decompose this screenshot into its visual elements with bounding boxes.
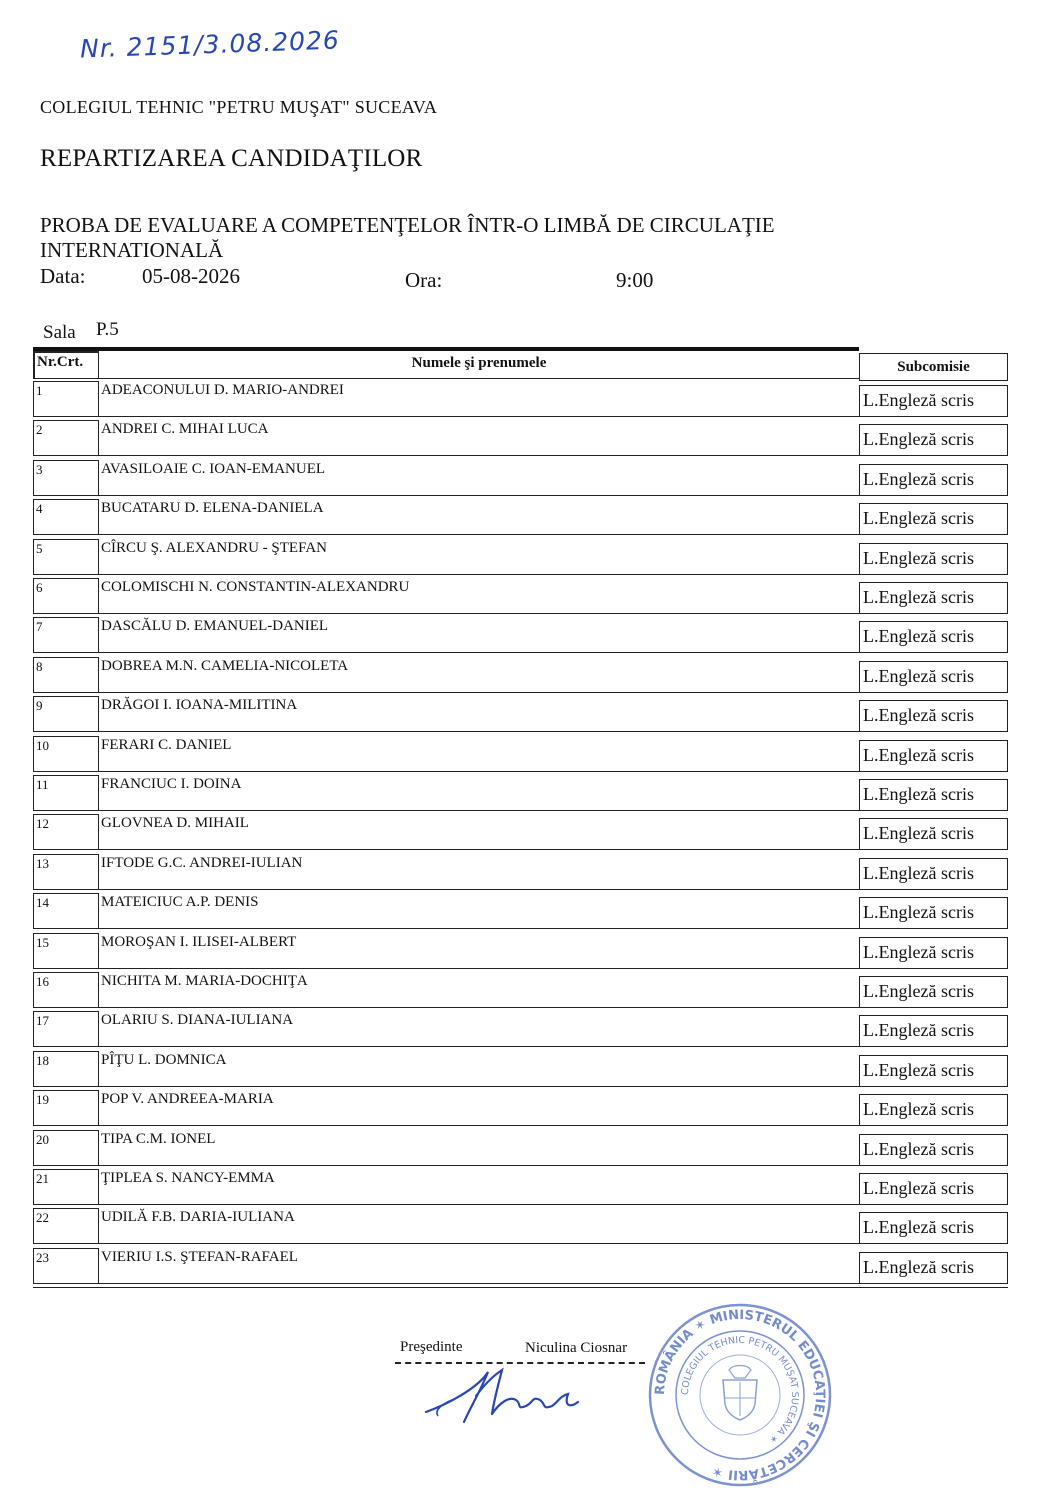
- row-number: 6: [33, 578, 99, 614]
- candidate-name: ADEACONULUI D. MARIO-ANDREI: [99, 381, 859, 417]
- candidate-name: ŢIPLEA S. NANCY-EMMA: [99, 1169, 859, 1205]
- header-subcommission: Subcomisie: [859, 353, 1008, 381]
- official-stamp: [645, 1300, 835, 1490]
- date-value: 05-08-2026: [142, 264, 240, 288]
- candidate-name: IFTODE G.C. ANDREI-IULIAN: [99, 854, 859, 890]
- row-number: 3: [33, 460, 99, 496]
- candidate-name: VIERIU I.S. ŞTEFAN-RAFAEL: [99, 1248, 859, 1284]
- row-number: 12: [33, 814, 99, 850]
- candidate-name: POP V. ANDREEA-MARIA: [99, 1090, 859, 1126]
- candidate-name: DRĂGOI I. IOANA-MILITINA: [99, 696, 859, 732]
- candidate-name: DASCĂLU D. EMANUEL-DANIEL: [99, 617, 859, 653]
- subcommission: L.Engleză scris: [859, 385, 1008, 417]
- president-name: Niculina Ciosnar: [525, 1340, 628, 1356]
- school-name: COLEGIUL TEHNIC "PETRU MUŞAT" SUCEAVA: [40, 97, 438, 117]
- row-number: 17: [33, 1011, 99, 1047]
- room-label: Sala: [43, 322, 76, 343]
- stamp-inner-text: COLEGIUL TEHNIC PETRU MUŞAT SUCEAVA ✶: [679, 1334, 801, 1446]
- subcommission: L.Engleză scris: [859, 937, 1008, 969]
- row-number: 18: [33, 1051, 99, 1087]
- candidate-name: GLOVNEA D. MIHAIL: [99, 814, 859, 850]
- subcommission: L.Engleză scris: [859, 1212, 1008, 1244]
- subcommission: L.Engleză scris: [859, 1134, 1008, 1166]
- candidate-name: CÎRCU Ş. ALEXANDRU - ŞTEFAN: [99, 539, 859, 575]
- subcommission: L.Engleză scris: [859, 818, 1008, 850]
- header-nr: Nr.Crt.: [33, 351, 99, 379]
- row-number: 20: [33, 1130, 99, 1166]
- row-number: 1: [33, 381, 99, 417]
- subcommission: L.Engleză scris: [859, 621, 1008, 653]
- subcommission: L.Engleză scris: [859, 1094, 1008, 1126]
- row-number: 13: [33, 854, 99, 890]
- time-value: 9:00: [616, 268, 654, 292]
- candidate-name: UDILĂ F.B. DARIA-IULIANA: [99, 1208, 859, 1244]
- subcommission: L.Engleză scris: [859, 858, 1008, 890]
- subcommission: L.Engleză scris: [859, 779, 1008, 811]
- subcommission: L.Engleză scris: [859, 740, 1008, 772]
- row-number: 5: [33, 539, 99, 575]
- candidate-name: BUCATARU D. ELENA-DANIELA: [99, 499, 859, 535]
- subcommission: L.Engleză scris: [859, 464, 1008, 496]
- president-label: Preşedinte: [400, 1339, 463, 1355]
- row-number: 4: [33, 499, 99, 535]
- subcommission: L.Engleză scris: [859, 897, 1008, 929]
- candidate-name: TIPA C.M. IONEL: [99, 1130, 859, 1166]
- subcommission: L.Engleză scris: [859, 1055, 1008, 1087]
- exam-subtitle: PROBA DE EVALUARE A COMPETENŢELOR ÎNTR-O LIMBĂ DE CIRCULAŢIE INTERNATIONALĂ: [40, 213, 775, 262]
- row-number: 15: [33, 933, 99, 969]
- room-value: P.5: [96, 319, 119, 340]
- row-number: 16: [33, 972, 99, 1008]
- subcommission: L.Engleză scris: [859, 661, 1008, 693]
- candidate-name: OLARIU S. DIANA-IULIANA: [99, 1011, 859, 1047]
- row-number: 8: [33, 657, 99, 693]
- row-number: 10: [33, 736, 99, 772]
- coat-of-arms-icon: [723, 1366, 757, 1421]
- handwritten-signature: [418, 1366, 608, 1426]
- stamp-outer-text: ROMÂNIA ✶ MINISTERUL EDUCAŢIEI ŞI CERCETĂRII ✶: [652, 1307, 828, 1483]
- subcommission: L.Engleză scris: [859, 582, 1008, 614]
- candidate-name: MATEICIUC A.P. DENIS: [99, 893, 859, 929]
- row-number: 23: [33, 1248, 99, 1284]
- document-title: REPARTIZAREA CANDIDAŢILOR: [40, 145, 423, 172]
- candidate-name: NICHITA M. MARIA-DOCHIŢA: [99, 972, 859, 1008]
- candidate-name: FRANCIUC I. DOINA: [99, 775, 859, 811]
- time-label: Ora:: [405, 268, 443, 292]
- subcommission: L.Engleză scris: [859, 1252, 1008, 1284]
- row-number: 21: [33, 1169, 99, 1205]
- subcommission: L.Engleză scris: [859, 1173, 1008, 1205]
- row-number: 11: [33, 775, 99, 811]
- signature-line: [395, 1362, 645, 1364]
- date-label: Data:: [40, 264, 86, 288]
- row-number: 9: [33, 696, 99, 732]
- row-number: 19: [33, 1090, 99, 1126]
- handwritten-registration-number: Nr. 2151/3.08.2026: [79, 25, 341, 64]
- candidate-name: COLOMISCHI N. CONSTANTIN-ALEXANDRU: [99, 578, 859, 614]
- candidate-name: PÎŢU L. DOMNICA: [99, 1051, 859, 1087]
- candidate-name: AVASILOAIE C. IOAN-EMANUEL: [99, 460, 859, 496]
- candidate-name: FERARI C. DANIEL: [99, 736, 859, 772]
- subcommission: L.Engleză scris: [859, 503, 1008, 535]
- row-number: 2: [33, 420, 99, 456]
- subcommission: L.Engleză scris: [859, 1015, 1008, 1047]
- candidate-name: MOROŞAN I. ILISEI-ALBERT: [99, 933, 859, 969]
- header-name: Numele şi prenumele: [99, 351, 859, 379]
- candidate-name: DOBREA M.N. CAMELIA-NICOLETA: [99, 657, 859, 693]
- row-number: 14: [33, 893, 99, 929]
- table-bottom-rule: [33, 1287, 1008, 1288]
- row-number: 22: [33, 1208, 99, 1244]
- row-number: 7: [33, 617, 99, 653]
- subcommission: L.Engleză scris: [859, 976, 1008, 1008]
- subcommission: L.Engleză scris: [859, 543, 1008, 575]
- subcommission: L.Engleză scris: [859, 424, 1008, 456]
- subcommission: L.Engleză scris: [859, 700, 1008, 732]
- candidate-name: ANDREI C. MIHAI LUCA: [99, 420, 859, 456]
